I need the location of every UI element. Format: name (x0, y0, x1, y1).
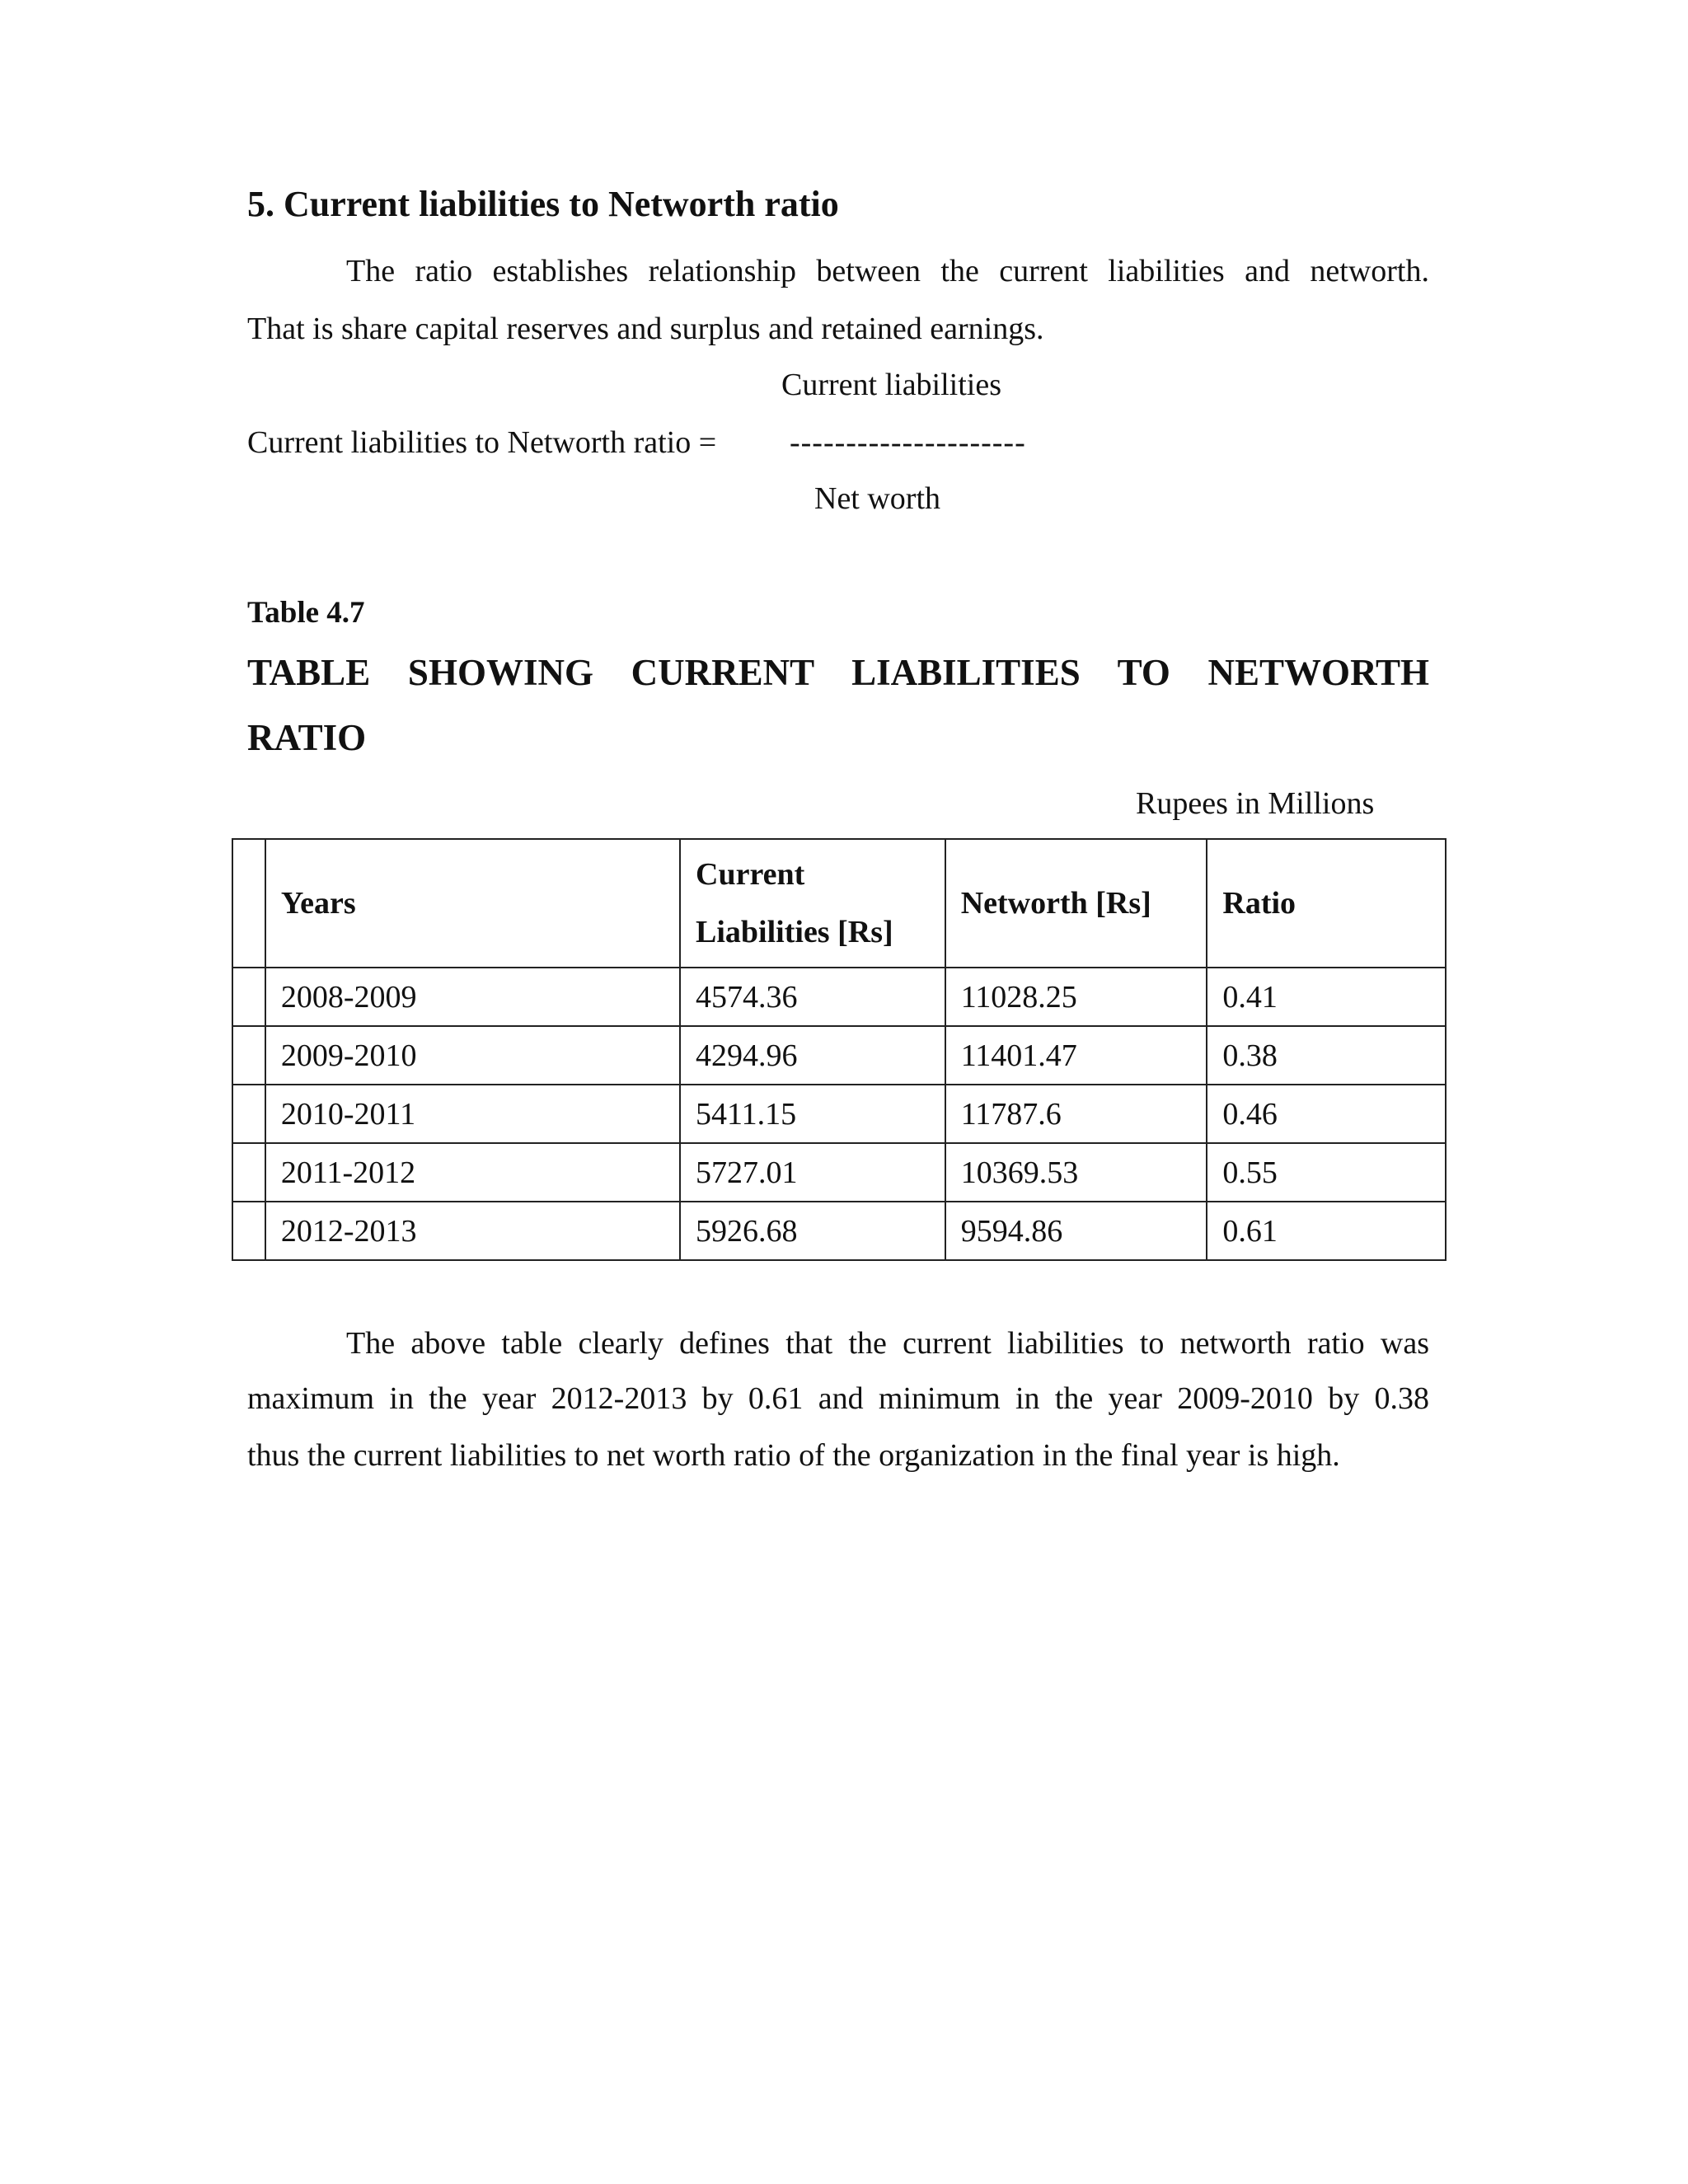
cell-ratio: 0.38 (1207, 1026, 1446, 1085)
row-stub (232, 1143, 265, 1202)
header-networth: Networth [Rs] (945, 839, 1207, 968)
conclusion-line-1: The above table clearly defines that the current liabilities to networth ratio was (346, 1326, 1429, 1361)
table-label: Table 4.7 (247, 596, 365, 630)
header-current-liabilities-line-2: Liabilities [Rs] (696, 915, 893, 949)
cell-year: 2011-2012 (265, 1143, 680, 1202)
cell-current-liabilities: 4294.96 (680, 1026, 945, 1085)
cell-networth: 11787.6 (945, 1085, 1207, 1143)
section-heading: 5. Current liabilities to Networth ratio (247, 184, 839, 224)
header-years: Years (265, 839, 680, 968)
header-current-liabilities-line-1: Current (696, 857, 805, 892)
cell-ratio: 0.55 (1207, 1143, 1446, 1202)
row-stub (232, 839, 265, 968)
table-row (232, 1026, 1446, 1085)
cell-networth: 11401.47 (945, 1026, 1207, 1085)
cell-current-liabilities: 5727.01 (680, 1143, 945, 1202)
row-stub (232, 968, 265, 1026)
units-note: Rupees in Millions (1136, 786, 1375, 821)
formula-fraction-bar: --------------------- (790, 425, 1026, 460)
formula-lhs: Current liabilities to Networth ratio = (247, 425, 717, 460)
header-ratio: Ratio (1207, 839, 1446, 968)
intro-line-2: That is share capital reserves and surplus and retained earnings. (247, 312, 1044, 346)
table-header-row (232, 839, 1446, 968)
row-stub (232, 1026, 265, 1085)
cell-networth: 10369.53 (945, 1143, 1207, 1202)
formula-denominator: Net worth (814, 481, 941, 516)
intro-line-1: The ratio establishes relationship between the current liabilities and networth. (346, 254, 1429, 288)
cell-ratio: 0.61 (1207, 1202, 1446, 1260)
ratio-table (232, 838, 1447, 1261)
table-row (232, 968, 1446, 1026)
table-row (232, 1085, 1446, 1143)
cell-year: 2009-2010 (265, 1026, 680, 1085)
row-stub (232, 1202, 265, 1260)
cell-current-liabilities: 4574.36 (680, 968, 945, 1026)
cell-networth: 11028.25 (945, 968, 1207, 1026)
cell-year: 2008-2009 (265, 968, 680, 1026)
table-row (232, 1143, 1446, 1202)
cell-year: 2010-2011 (265, 1085, 680, 1143)
row-stub (232, 1085, 265, 1143)
cell-year: 2012-2013 (265, 1202, 680, 1260)
conclusion-line-2: maximum in the year 2012-2013 by 0.61 and minimum in the year 2009-2010 by 0.38 (247, 1381, 1429, 1416)
formula-numerator: Current liabilities (781, 368, 1002, 402)
table-title-line-1: TABLE SHOWING CURRENT LIABILITIES TO NETWORTH (247, 652, 1429, 693)
cell-ratio: 0.46 (1207, 1085, 1446, 1143)
conclusion-line-3: thus the current liabilities to net worth ratio of the organization in the final year is high. (247, 1438, 1340, 1473)
cell-ratio: 0.41 (1207, 968, 1446, 1026)
table-row (232, 1202, 1446, 1260)
table-title-line-2: RATIO (247, 717, 367, 758)
cell-networth: 9594.86 (945, 1202, 1207, 1260)
cell-current-liabilities: 5926.68 (680, 1202, 945, 1260)
header-current-liabilities (680, 839, 945, 968)
cell-current-liabilities: 5411.15 (680, 1085, 945, 1143)
